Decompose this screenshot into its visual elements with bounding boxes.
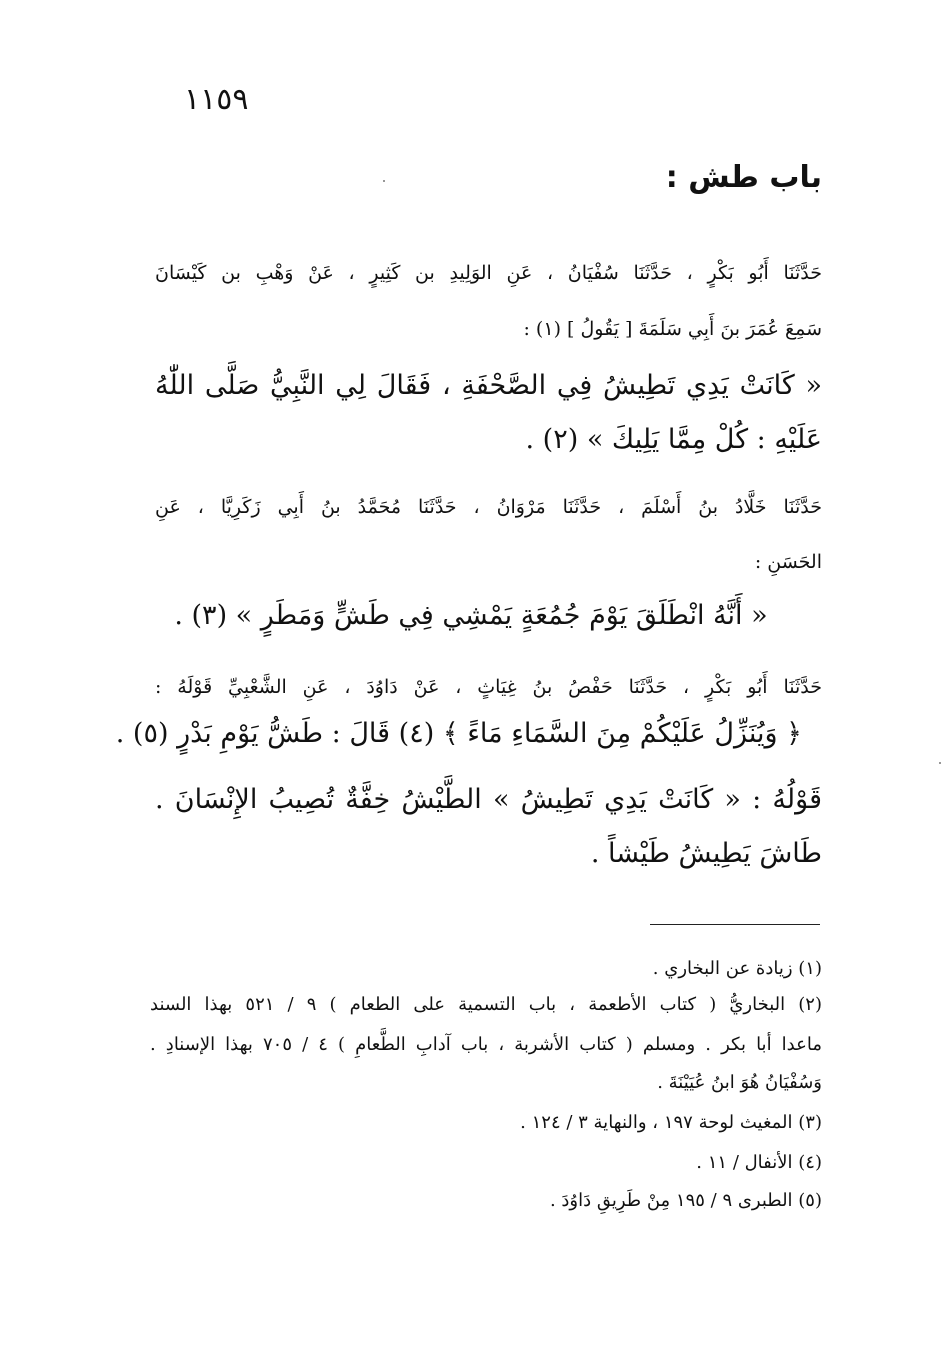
footnote-2-line-2: ماعدا أبا بكر . ومسلم ( كتاب الأشربة ، باب آدابِ الطَّعامِ ) ٤ / ٧٠٥ بهذا الإسنادِ . <box>150 1034 822 1055</box>
footnote-5: (٥) الطبرى ٩ / ١٩٥ مِنْ طَرِيقِ دَاوُدَ . <box>549 1190 822 1211</box>
isnad-1-line-1: حَدَّثَنَا أَبُو بَكْرٍ ، حَدَّثَنَا سُفْيَانُ ، عَنِ الوَلِيدِ بن كَثِيرٍ ، عَنْ وَهْبِ بن كَيْسَانَ <box>155 262 822 284</box>
footnote-2-line-1: (٢) البخاريُّ ( كتاب الأطعمة ، باب التسمية على الطعام ) ٩ / ٥٢١ بهذا السند <box>150 994 822 1015</box>
commentary-line-1: قَوْلُهُ : « كَانَتْ يَدِي تَطِيشُ » الطَّيْشُ خِفَّةٌ تُصِيبُ الإِنْسَانَ . <box>155 784 822 815</box>
matn-2: « أَنَّهُ انْطَلَقَ يَوْمَ جُمُعَةٍ يَمْشِي فِي طَشٍّ وَمَطَرٍ » (٣) . <box>174 600 768 631</box>
matn-1-line-2: عَلَيْهِ : كُلْ مِمَّا يَلِيكَ » (٢) . <box>525 424 822 455</box>
quran-verse: ﴿ وَيُنَزِّلُ عَلَيْكُمْ مِنَ السَّمَاءِ مَاءً ﴾ (٤) قَالَ : طَشُّ يَوْمِ بَدْرٍ (٥) . <box>115 718 802 749</box>
scan-speck <box>939 762 941 764</box>
scan-speck <box>383 180 385 182</box>
footnote-4: (٤) الأنفال / ١١ . <box>696 1152 822 1173</box>
isnad-3: حَدَّثَنَا أَبُو بَكْرٍ ، حَدَّثَنَا حَفْصُ بنُ غِيَاثٍ ، عَنْ دَاوُدَ ، عَنِ الشَّعْبِيِّ قَوْلَهُ : <box>155 676 822 698</box>
commentary-line-2: طَاشَ يَطِيشُ طَيْشاً . <box>590 838 822 869</box>
isnad-2-line-1: حَدَّثَنَا خَلَّادُ بنُ أَسْلَمَ ، حَدَّثَنَا مَرْوَانُ ، حَدَّثَنَا مُحَمَّدُ بنُ أَبِي زَكَرِيَّا ، عَنِ <box>155 496 822 518</box>
chapter-heading: باب طش : <box>665 160 822 195</box>
footnote-separator <box>650 924 820 925</box>
footnote-3: (٣) المغيث لوحة ١٩٧ ، والنهاية ٣ / ١٢٤ . <box>520 1112 822 1133</box>
footnote-2-line-3: وَسُفْيَانُ هُوَ ابنُ عُيَيْنَةَ . <box>657 1072 822 1093</box>
page-number: ١١٥٩ <box>184 82 249 117</box>
footnote-1: (١) زيادة عن البخاري . <box>652 958 822 979</box>
isnad-1-line-2: سَمِعَ عُمَرَ بنَ أَبِي سَلَمَةَ [ يَقُولُ ] (١) : <box>523 318 822 340</box>
isnad-2-line-2: الحَسَنِ : <box>754 551 822 573</box>
matn-1-line-1: « كَانَتْ يَدِي تَطِيشُ فِي الصَّحْفَةِ ، فَقَالَ لِي النَّبِيُّ صَلَّى اللّٰهُ <box>155 370 822 401</box>
